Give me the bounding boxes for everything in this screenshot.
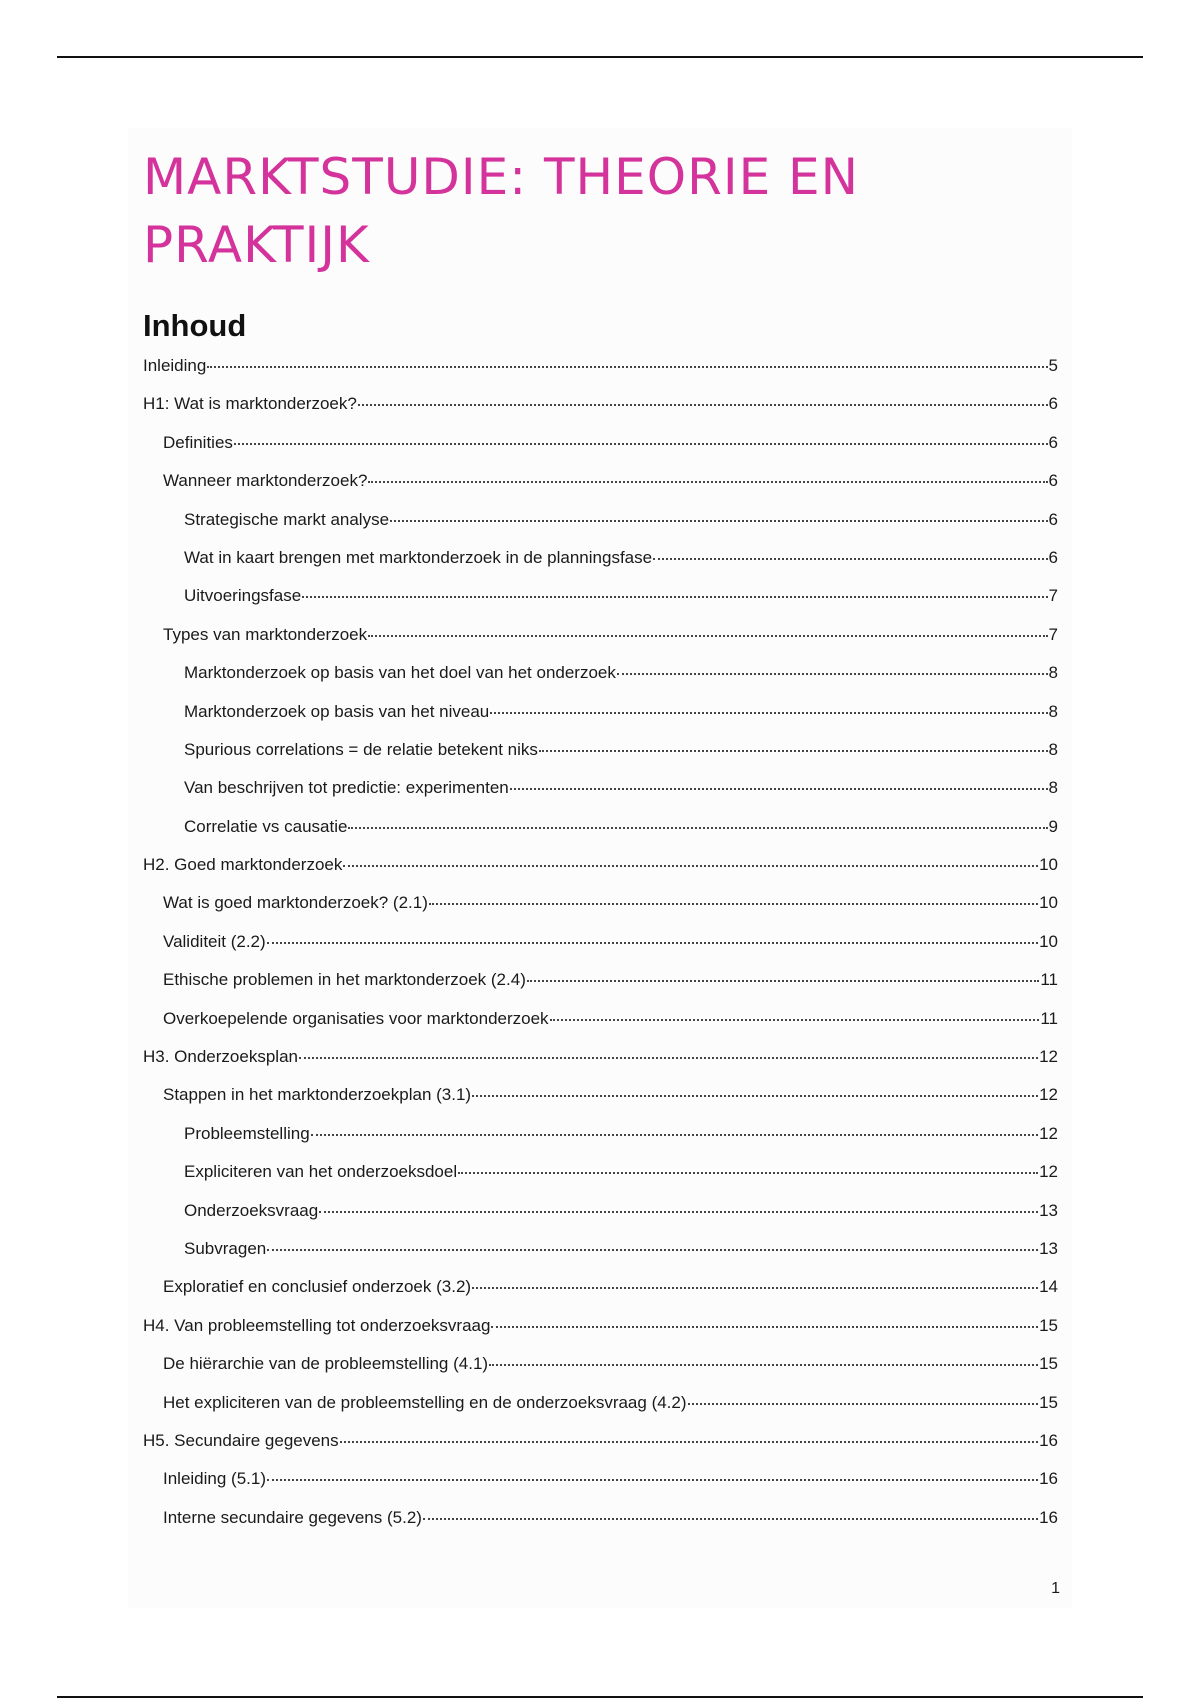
toc-entry-label: Uitvoeringsfase bbox=[184, 586, 302, 606]
dot-leader bbox=[539, 750, 1048, 752]
toc-entry-label: H5. Secundaire gegevens bbox=[143, 1430, 339, 1450]
toc-entry-label: Het expliciteren van de probleemstelling en de onderzoeksvraag (4.2) bbox=[163, 1392, 687, 1412]
toc-entry[interactable] bbox=[143, 586, 1058, 624]
toc-entry-label: Ethische problemen in het marktonderzoek (2.4) bbox=[163, 970, 526, 990]
dot-leader bbox=[617, 673, 1048, 675]
bottom-rule bbox=[57, 1696, 1143, 1698]
toc-entry-page: 8 bbox=[1048, 701, 1058, 721]
dot-leader bbox=[489, 1364, 1038, 1366]
toc-entry[interactable] bbox=[143, 702, 1058, 740]
dot-leader bbox=[299, 1057, 1038, 1059]
dot-leader bbox=[311, 1134, 1038, 1136]
dot-leader bbox=[490, 712, 1047, 714]
toc-entry-page: 15 bbox=[1039, 1392, 1058, 1412]
toc-entry-label: Wat is goed marktonderzoek? (2.1) bbox=[163, 893, 428, 913]
toc-entry-label: H3. Onderzoeksplan bbox=[143, 1047, 298, 1067]
toc-entry-label: Subvragen bbox=[184, 1238, 267, 1258]
dot-leader bbox=[527, 980, 1039, 982]
toc-entry[interactable] bbox=[143, 1009, 1058, 1047]
toc-entry-label: Interne secundaire gegevens (5.2) bbox=[163, 1507, 422, 1527]
dot-leader bbox=[472, 1095, 1038, 1097]
toc-entry-label: Correlatie vs causatie bbox=[184, 816, 348, 836]
toc-entry-page: 6 bbox=[1048, 432, 1058, 452]
toc-entry[interactable] bbox=[143, 1469, 1058, 1507]
toc-entry-page: 13 bbox=[1039, 1200, 1058, 1220]
toc-entry-page: 10 bbox=[1039, 931, 1058, 951]
dot-leader bbox=[510, 788, 1048, 790]
dot-leader bbox=[368, 481, 1047, 483]
dot-leader bbox=[688, 1403, 1039, 1405]
dot-leader bbox=[343, 865, 1038, 867]
dot-leader bbox=[234, 443, 1048, 445]
dot-leader bbox=[368, 635, 1047, 637]
toc-entry[interactable] bbox=[143, 932, 1058, 970]
toc-entry-page: 11 bbox=[1040, 1008, 1058, 1028]
toc-entry-label: H2. Goed marktonderzoek bbox=[143, 855, 343, 875]
toc-entry-page: 15 bbox=[1039, 1315, 1058, 1335]
toc-entry-page: 14 bbox=[1039, 1277, 1058, 1297]
toc-entry[interactable] bbox=[143, 740, 1058, 778]
toc-entry-label: Marktonderzoek op basis van het niveau bbox=[184, 701, 490, 721]
toc-entry-label: De hiërarchie van de probleemstelling (4.1) bbox=[163, 1354, 489, 1374]
toc-entry-label: Validiteit (2.2) bbox=[163, 931, 266, 951]
toc-entry-label: Strategische markt analyse bbox=[184, 509, 390, 529]
dot-leader bbox=[302, 596, 1047, 598]
table-of-contents bbox=[143, 356, 1058, 1546]
toc-entry-label: Probleemstelling bbox=[184, 1123, 310, 1143]
toc-entry-label: Van beschrijven tot predictie: experimenten bbox=[184, 778, 509, 798]
toc-entry[interactable] bbox=[143, 1124, 1058, 1162]
toc-entry-label: Expliciteren van het onderzoeksdoel bbox=[184, 1162, 458, 1182]
toc-entry-page: 7 bbox=[1048, 624, 1058, 644]
toc-entry-page: 8 bbox=[1048, 739, 1058, 759]
toc-entry[interactable] bbox=[143, 356, 1058, 394]
dot-leader bbox=[207, 366, 1047, 368]
toc-entry-page: 12 bbox=[1039, 1047, 1058, 1067]
toc-entry-page: 10 bbox=[1039, 855, 1058, 875]
toc-entry-page: 6 bbox=[1048, 394, 1058, 414]
dot-leader bbox=[358, 404, 1048, 406]
dot-leader bbox=[423, 1518, 1038, 1520]
dot-leader bbox=[340, 1441, 1038, 1443]
toc-entry[interactable] bbox=[143, 817, 1058, 855]
toc-entry-label: Wanneer marktonderzoek? bbox=[163, 471, 368, 491]
toc-entry[interactable] bbox=[143, 471, 1058, 509]
toc-heading: Inhoud bbox=[143, 308, 247, 343]
toc-entry[interactable] bbox=[143, 433, 1058, 471]
dot-leader bbox=[267, 1249, 1038, 1251]
toc-entry-label: Onderzoeksvraag bbox=[184, 1200, 319, 1220]
dot-leader bbox=[458, 1172, 1038, 1174]
toc-entry[interactable] bbox=[143, 1277, 1058, 1315]
toc-entry-page: 11 bbox=[1040, 970, 1058, 990]
toc-entry[interactable] bbox=[143, 1047, 1058, 1085]
toc-entry[interactable] bbox=[143, 1085, 1058, 1123]
toc-entry-page: 16 bbox=[1039, 1469, 1058, 1489]
toc-entry[interactable] bbox=[143, 1316, 1058, 1354]
toc-entry-label: Overkoepelende organisaties voor marktonderzoek bbox=[163, 1008, 549, 1028]
toc-entry[interactable] bbox=[143, 510, 1058, 548]
toc-entry[interactable] bbox=[143, 855, 1058, 893]
toc-entry-page: 7 bbox=[1048, 586, 1058, 606]
toc-entry-label: Marktonderzoek op basis van het doel van het onderzoek bbox=[184, 663, 616, 683]
toc-entry-page: 8 bbox=[1048, 663, 1058, 683]
toc-entry-page: 5 bbox=[1048, 356, 1058, 375]
toc-entry[interactable] bbox=[143, 1239, 1058, 1277]
toc-entry[interactable] bbox=[143, 893, 1058, 931]
toc-entry[interactable] bbox=[143, 1354, 1058, 1392]
toc-entry-page: 8 bbox=[1048, 778, 1058, 798]
toc-entry-page: 10 bbox=[1039, 893, 1058, 913]
dot-leader bbox=[267, 1479, 1038, 1481]
toc-entry[interactable] bbox=[143, 1431, 1058, 1469]
toc-entry[interactable] bbox=[143, 663, 1058, 701]
document-title: MARKTSTUDIE: THEORIE EN PRAKTIJK bbox=[143, 148, 860, 274]
toc-entry-page: 6 bbox=[1048, 471, 1058, 491]
toc-entry-page: 6 bbox=[1048, 509, 1058, 529]
dot-leader bbox=[472, 1287, 1038, 1289]
toc-entry[interactable] bbox=[143, 778, 1058, 816]
toc-entry-page: 12 bbox=[1039, 1162, 1058, 1182]
toc-entry-label: Exploratief en conclusief onderzoek (3.2) bbox=[163, 1277, 472, 1297]
dot-leader bbox=[348, 827, 1047, 829]
toc-entry[interactable] bbox=[143, 1201, 1058, 1239]
toc-entry-label: Stappen in het marktonderzoekplan (3.1) bbox=[163, 1085, 472, 1105]
toc-entry[interactable] bbox=[143, 1393, 1058, 1431]
toc-entry-page: 12 bbox=[1039, 1085, 1058, 1105]
toc-entry-label: Wat in kaart brengen met marktonderzoek in de planningsfase bbox=[184, 547, 653, 567]
toc-entry[interactable] bbox=[143, 625, 1058, 663]
dot-leader bbox=[550, 1019, 1040, 1021]
toc-entry-label: H4. Van probleemstelling tot onderzoeksvraag bbox=[143, 1315, 491, 1335]
dot-leader bbox=[429, 903, 1038, 905]
toc-entry[interactable] bbox=[143, 1508, 1058, 1546]
toc-entry[interactable] bbox=[143, 394, 1058, 432]
toc-entry-label: Definities bbox=[163, 432, 233, 452]
toc-entry-label: Spurious correlations = de relatie betekent niks bbox=[184, 739, 538, 759]
dot-leader bbox=[653, 558, 1047, 560]
toc-entry-page: 16 bbox=[1039, 1507, 1058, 1527]
toc-entry-page: 6 bbox=[1048, 547, 1058, 567]
toc-entry[interactable] bbox=[143, 970, 1058, 1008]
toc-entry-page: 9 bbox=[1048, 816, 1058, 836]
toc-entry-label: Types van marktonderzoek bbox=[163, 624, 368, 644]
toc-entry[interactable] bbox=[143, 1162, 1058, 1200]
dot-leader bbox=[390, 520, 1047, 522]
toc-entry-page: 12 bbox=[1039, 1123, 1058, 1143]
page-number: 1 bbox=[1051, 1580, 1060, 1597]
toc-entry-label: Inleiding (5.1) bbox=[163, 1469, 267, 1489]
toc-entry-label: H1: Wat is marktonderzoek? bbox=[143, 394, 357, 414]
toc-entry-page: 16 bbox=[1039, 1430, 1058, 1450]
toc-entry-page: 13 bbox=[1039, 1238, 1058, 1258]
toc-entry-label: Inleiding bbox=[143, 356, 207, 375]
dot-leader bbox=[491, 1326, 1038, 1328]
toc-entry-page: 15 bbox=[1039, 1354, 1058, 1374]
dot-leader bbox=[319, 1211, 1038, 1213]
dot-leader bbox=[267, 942, 1038, 944]
top-rule bbox=[57, 56, 1143, 58]
toc-entry[interactable] bbox=[143, 548, 1058, 586]
